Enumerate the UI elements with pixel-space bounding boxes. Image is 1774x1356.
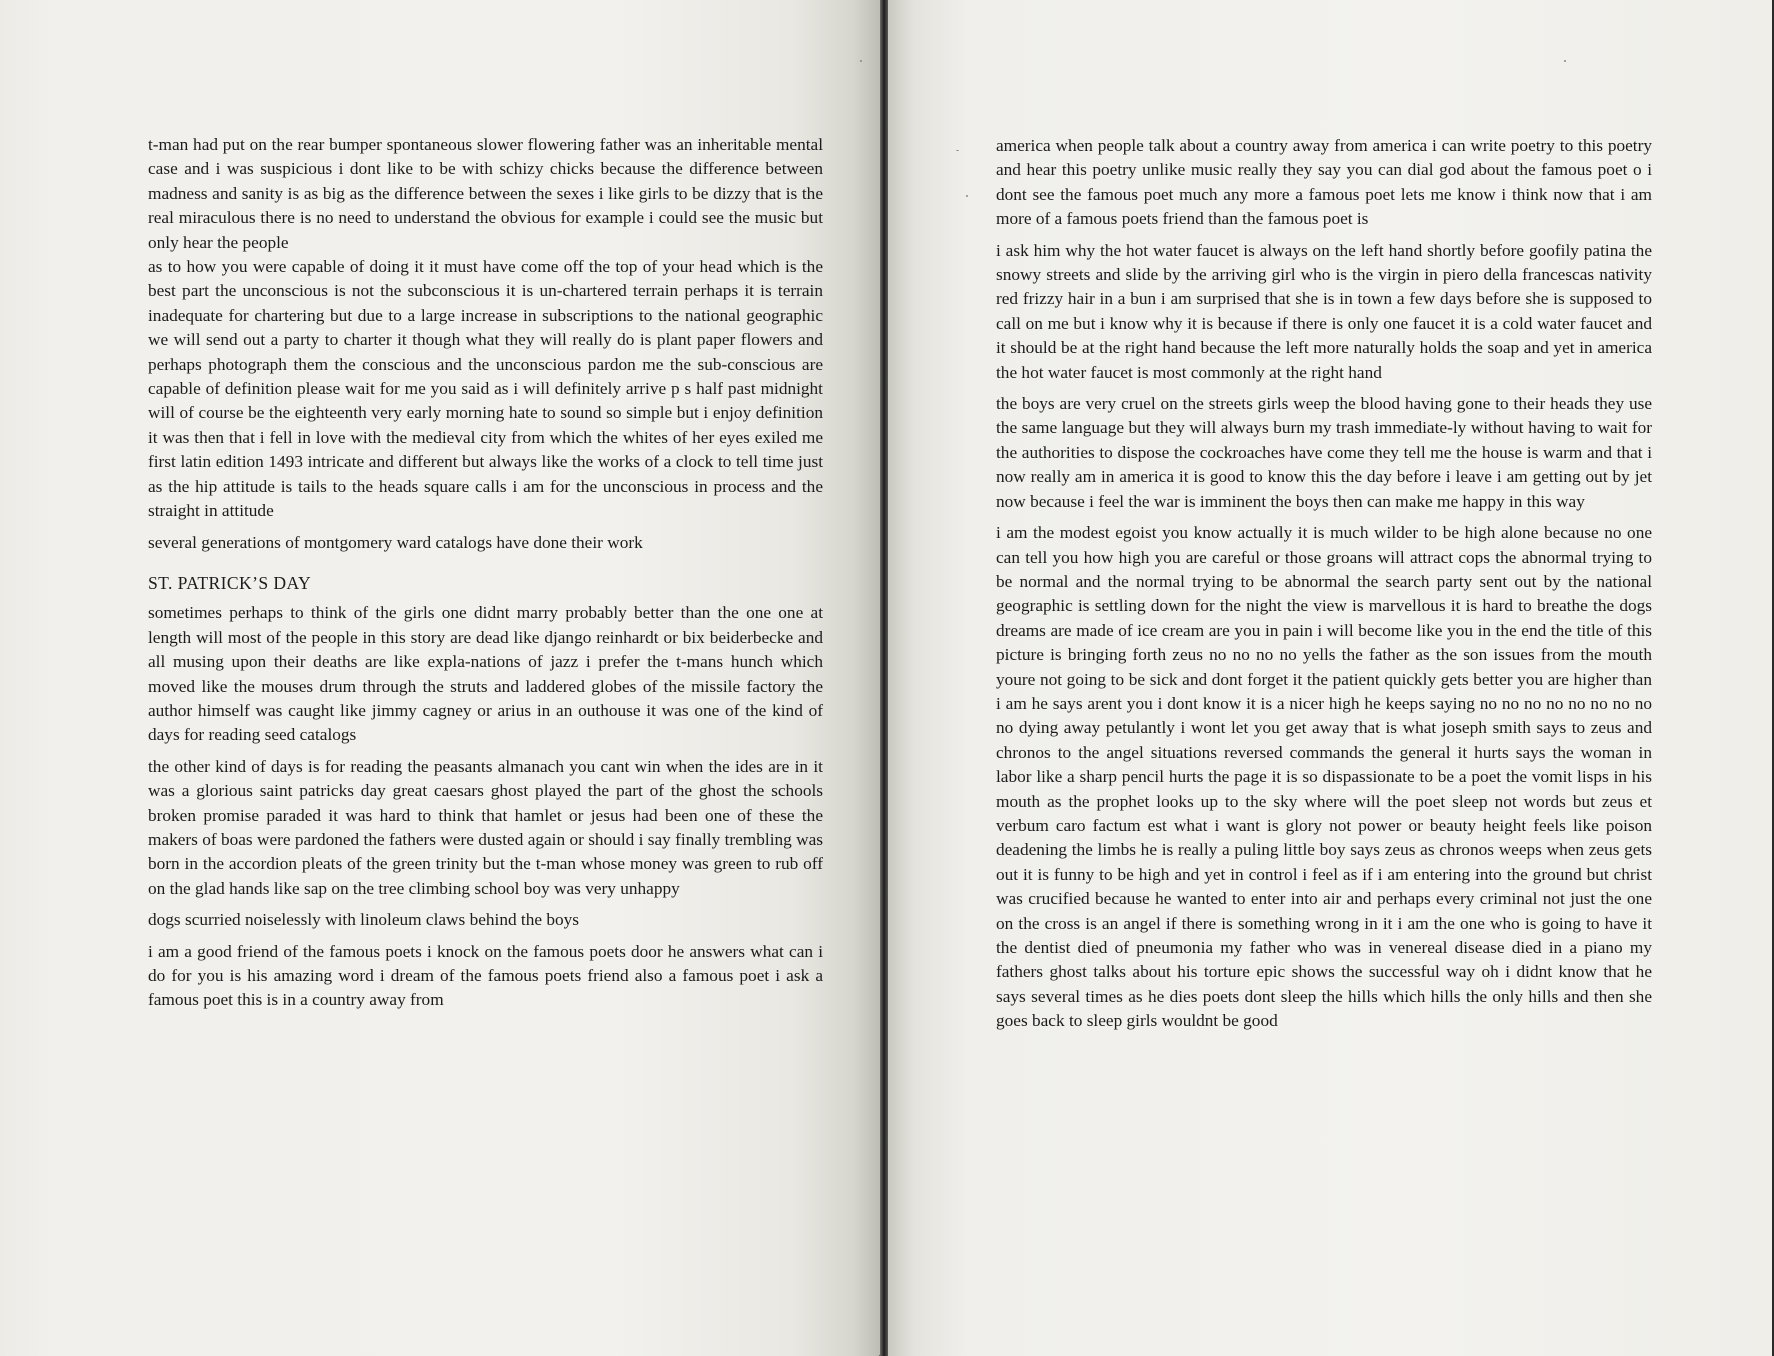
right-page-text <box>996 134 1652 1041</box>
left-paragraph-4: sometimes perhaps to think of the girls one didnt marry probably better than the one one at length will most of the people in this story are dead like django reinhardt or bix beiderbecke and all musing upon their deaths are like expla-nations of jazz i prefer the t-mans hunch which moved like the mouses drum through the struts and laddered globes of the missile factory the author himself was caught like jimmy cagney or arius in an outhouse it was one of the kind of days for reading seed catalogs <box>148 603 823 745</box>
left-paragraph-2: as to how you were capable of doing it it must have come off the top of your head which is the best part the unconscious is not the subconscious it is un-chartered terrain perhaps it is terrain inadequate for chartering but due to a large increase in subscriptions to the national geographic we will send out a party to charter it though what they will really do is plant paper flowers and perhaps photograph them the conscious and the unconscious pardon me the sub-conscious are capable of definition please wait for me you said as i will definitely arrive p s half past midnight will of course be the eighteenth very early morning hate to sound so simple but i enjoy definition it was then that i fell in love with the medieval city from which the whites of her eyes exiled me first latin edition 1493 intricate and different but always like the works of a clock to tell time just as the hip attitude is tails to the heads square calls i am for the unconscious in process and the straight in attitude <box>148 257 823 521</box>
right-page <box>888 0 1772 1356</box>
left-paragraph-5: the other kind of days is for reading the peasants almanach you cant win when the ides are in it was a glorious saint patricks day great caesars ghost played the part of the ghost the schools broken promise paraded it was hard to think that hamlet or jesus had been one of these the makers of boas were pardoned the fathers were dusted again or should i say finally trembling was born in the accordion pleats of the green trinity but the t-man whose money was green to rub off on the glad hands like sap on the tree climbing school boy was very unhappy <box>148 756 823 898</box>
book-gutter <box>880 0 888 1356</box>
paper-speck <box>1564 60 1566 62</box>
right-paragraph-1: america when people talk about a country away from america i can write poetry to this poetry and hear this poetry unlike music really they say you can dial god about the famous poet o i dont see the famous poet much any more a famous poet lets me know i think now that i am more of a famous poets friend than the famous poet is <box>996 136 1652 229</box>
left-page <box>0 0 880 1356</box>
left-paragraph-6: dogs scurried noiselessly with linoleum claws behind the boys <box>148 910 580 930</box>
right-paragraph-3: the boys are very cruel on the streets girls weep the blood having gone to their heads they use the same language but they will always burn my trash immediate-ly without having to wait for the authorities to dispose the cockroaches have come they tell me the house is warm and that i now really am in america it is good to know this the day before i leave i am getting out by jet now because i feel the war is imminent the boys then can make me happy in this way <box>996 394 1652 511</box>
right-paragraph-2: i ask him why the hot water faucet is always on the left hand shortly before goofily patina the snowy streets and slide by the arriving girl who is the virgin in piero della francescas nativity red frizzy hair in a bun i am surprised that she is in town a few days before she is supposed to call on me but i know why it is because if there is only one faucet it is a cold water faucet and it should be at the right hand because the left more naturally holds the soap and yet in america the hot water faucet is most commonly at the right hand <box>996 240 1652 382</box>
right-paragraph-4: i am the modest egoist you know actually it is much wilder to be high alone because no one can tell you how high you are careful or those groans will attract cops the abnormal trying to be normal and the normal trying to be abnormal the search party sent out by the national geographic is settling down for the night the view is marvellous it is hard to breathe the dogs dreams are made of ice cream are you in pain i will become like you in the end the title of this picture is bringing forth zeus no no no no yells the father as the son issues from the mouth youre not going to be sick and dont forget it the patient quickly gets better you are higher than i am he says arent you i dont know it is a nicer high he keeps saying no no no no no no no no no dying away petulantly i wont let you get away that is what joseph smith says to zeus and chronos to the angel situations reversed commands the general it hurts says the woman in labor like a sharp pencil hurts the page it is so dispassionate to be a poet the vomit lisps in his mouth as the prophet looks up to the sky where will the poet sleep not words but zeus et verbum caro factum est what i want is glory not power or beauty height feels like poison deadening the limbs he is really a puling little boy says zeus as chronos weeps when zeus gets out it is funny to be high and yet in control i feel as if i am entering into the ground but christ was crucified because he wanted to enter into air and perhaps every criminal not just the one on the cross is an angel if there is something wrong in it i am the one who is going to have it the dentist died of pneumonia my father who was in venereal disease died in a piano my fathers ghost talks about his torture epic shows the successful way oh i didnt know that he says several times as he dies poets dont sleep the hills which hills the only hills and then she goes back to sleep girls wouldnt be good <box>996 523 1652 1031</box>
section-heading: ST. PATRICK’S DAY <box>148 572 312 593</box>
paper-speck <box>860 60 862 62</box>
paper-speck <box>966 195 968 197</box>
left-page-text <box>148 133 823 1020</box>
left-paragraph-7: i am a good friend of the famous poets i knock on the famous poets door he answers what can i do for you is his amazing word i dream of the famous poets friend also a famous poet i ask a famous poet this is in a country away from <box>148 941 823 1010</box>
paper-speck <box>956 150 959 151</box>
left-paragraph-1: t-man had put on the rear bumper spontaneous slower flowering father was an inheritable mental case and i was suspicious i dont like to be with schizy chicks because the difference between madness and sanity is as big as the difference between the sexes i like girls to be dizzy that is the real miraculous there is no need to understand the obvious for example i could see the music but only hear the people <box>148 135 823 252</box>
left-paragraph-3: several generations of montgomery ward catalogs have done their work <box>148 532 643 552</box>
